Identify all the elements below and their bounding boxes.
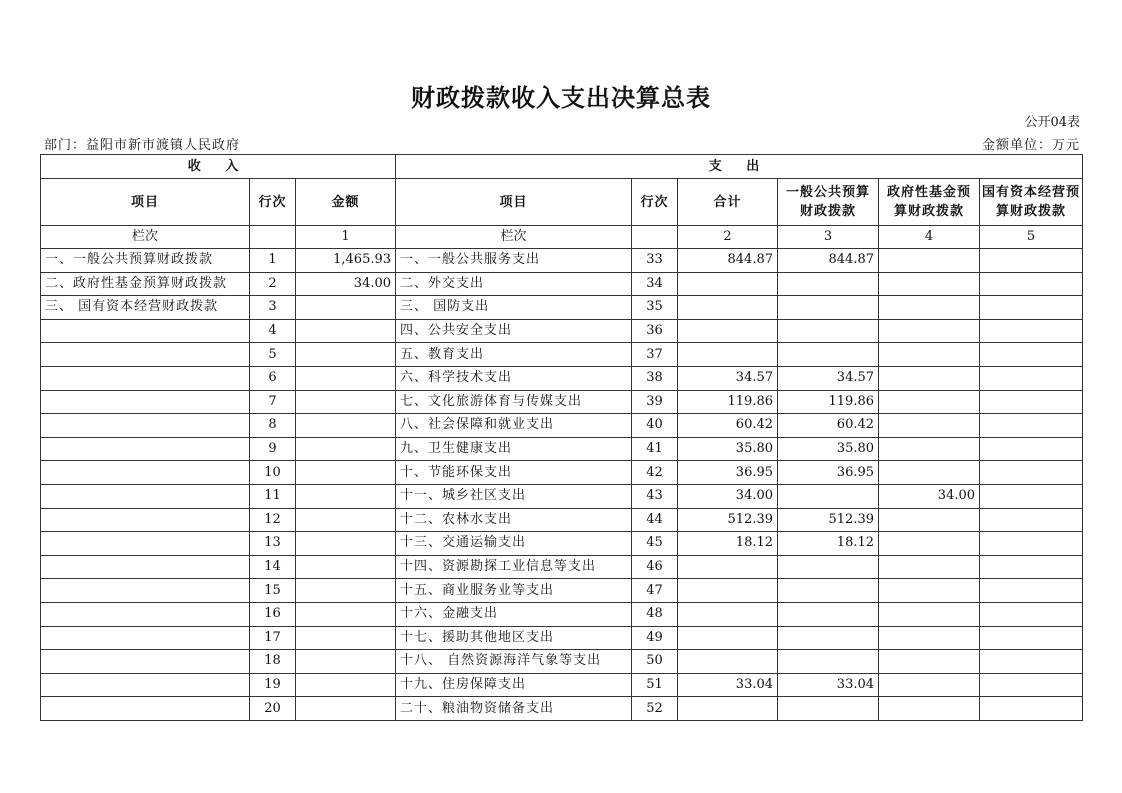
income-item-cell (41, 319, 250, 343)
state-capital-cell (980, 414, 1083, 438)
expense-item-header: 项目 (396, 179, 632, 226)
income-item-cell: 一、一般公共预算财政拨款 (41, 249, 250, 273)
total-cell: 36.95 (678, 461, 778, 485)
expense-item-cell: 五、教育支出 (396, 343, 632, 367)
expense-item-cell: 十三、交通运输支出 (396, 532, 632, 556)
income-amount-cell (296, 532, 396, 556)
general-budget-cell: 119.86 (778, 390, 879, 414)
income-amount-cell (296, 461, 396, 485)
income-amount-cell (296, 414, 396, 438)
column-index-2: 2 (678, 226, 778, 249)
column-index-label-left: 栏次 (41, 226, 250, 249)
income-line-cell: 13 (250, 532, 296, 556)
general-budget-cell (778, 555, 879, 579)
expense-item-cell: 十八、 自然资源海洋气象等支出 (396, 650, 632, 674)
total-cell (678, 602, 778, 626)
general-budget-header: 一般公共预算财政拨款 (778, 179, 879, 226)
state-capital-cell (980, 484, 1083, 508)
expense-section-header: 支 出 (396, 155, 1083, 179)
state-capital-cell (980, 508, 1083, 532)
gov-fund-header: 政府性基金预算财政拨款 (879, 179, 980, 226)
income-line-cell: 3 (250, 296, 296, 320)
table-row (41, 508, 1083, 532)
table-row (41, 414, 1083, 438)
total-cell: 34.00 (678, 484, 778, 508)
total-cell (678, 579, 778, 603)
table-row (41, 390, 1083, 414)
gov-fund-cell (879, 272, 980, 296)
income-item-cell (41, 390, 250, 414)
income-item-cell (41, 366, 250, 390)
expense-item-cell: 二十、粮油物资储备支出 (396, 697, 632, 721)
income-item-cell (41, 508, 250, 532)
expense-item-cell: 七、文化旅游体育与传媒支出 (396, 390, 632, 414)
expense-item-cell: 二、外交支出 (396, 272, 632, 296)
income-line-cell: 2 (250, 272, 296, 296)
table-row (41, 673, 1083, 697)
income-line-cell: 4 (250, 319, 296, 343)
total-cell: 35.80 (678, 437, 778, 461)
income-item-cell (41, 626, 250, 650)
expense-item-cell: 十二、农林水支出 (396, 508, 632, 532)
general-budget-cell: 18.12 (778, 532, 879, 556)
general-budget-cell (778, 697, 879, 721)
income-amount-cell (296, 697, 396, 721)
expense-item-cell: 六、科学技术支出 (396, 366, 632, 390)
state-capital-cell (980, 673, 1083, 697)
expense-line-cell: 46 (632, 555, 678, 579)
income-amount-cell (296, 484, 396, 508)
income-item-cell (41, 579, 250, 603)
general-budget-cell: 512.39 (778, 508, 879, 532)
total-header: 合计 (678, 179, 778, 226)
income-item-cell (41, 461, 250, 485)
income-line-cell: 20 (250, 697, 296, 721)
income-amount-cell: 34.00 (296, 272, 396, 296)
expense-line-cell: 36 (632, 319, 678, 343)
gov-fund-cell (879, 650, 980, 674)
general-budget-cell: 36.95 (778, 461, 879, 485)
expense-line-cell: 33 (632, 249, 678, 273)
general-budget-cell: 844.87 (778, 249, 879, 273)
amount-unit-label: 金额单位：万元 (981, 138, 1080, 153)
table-row (41, 650, 1083, 674)
column-index-blank (632, 226, 678, 249)
income-line-cell: 11 (250, 484, 296, 508)
gov-fund-cell (879, 508, 980, 532)
state-capital-cell (980, 296, 1083, 320)
income-amount-header: 金额 (296, 179, 396, 226)
table-row (41, 579, 1083, 603)
expense-item-cell: 十七、援助其他地区支出 (396, 626, 632, 650)
expense-item-cell: 十六、金融支出 (396, 602, 632, 626)
state-capital-cell (980, 319, 1083, 343)
table-row (41, 532, 1083, 556)
state-capital-cell (980, 343, 1083, 367)
expense-item-cell: 一、一般公共服务支出 (396, 249, 632, 273)
income-line-cell: 12 (250, 508, 296, 532)
income-item-cell (41, 532, 250, 556)
total-cell (678, 697, 778, 721)
gov-fund-cell (879, 532, 980, 556)
expense-line-cell: 37 (632, 343, 678, 367)
expense-line-cell: 34 (632, 272, 678, 296)
income-amount-cell (296, 437, 396, 461)
expense-item-cell: 十五、商业服务业等支出 (396, 579, 632, 603)
expense-line-cell: 41 (632, 437, 678, 461)
income-amount-cell (296, 673, 396, 697)
general-budget-cell (778, 579, 879, 603)
state-capital-cell (980, 272, 1083, 296)
state-capital-cell (980, 249, 1083, 273)
expense-item-cell: 十九、住房保障支出 (396, 673, 632, 697)
state-capital-cell (980, 461, 1083, 485)
income-line-cell: 17 (250, 626, 296, 650)
column-index-label-right: 栏次 (396, 226, 632, 249)
budget-summary-table (40, 154, 1083, 721)
total-cell: 119.86 (678, 390, 778, 414)
total-cell (678, 626, 778, 650)
total-cell (678, 272, 778, 296)
gov-fund-cell (879, 602, 980, 626)
column-index-blank (250, 226, 296, 249)
income-amount-cell (296, 296, 396, 320)
table-row (41, 437, 1083, 461)
gov-fund-cell (879, 437, 980, 461)
income-line-cell: 6 (250, 366, 296, 390)
expense-line-cell: 40 (632, 414, 678, 438)
expense-line-cell: 47 (632, 579, 678, 603)
total-cell (678, 555, 778, 579)
expense-item-cell: 九、卫生健康支出 (396, 437, 632, 461)
department-label: 部门：益阳市新市渡镇人民政府 (44, 138, 241, 153)
expense-item-cell: 三、 国防支出 (396, 296, 632, 320)
income-amount-cell (296, 508, 396, 532)
state-capital-cell (980, 650, 1083, 674)
income-line-cell: 10 (250, 461, 296, 485)
column-index-5: 5 (980, 226, 1083, 249)
income-line-cell: 9 (250, 437, 296, 461)
table-row (41, 272, 1083, 296)
expense-item-cell: 四、公共安全支出 (396, 319, 632, 343)
income-item-cell: 二、政府性基金预算财政拨款 (41, 272, 250, 296)
state-capital-cell (980, 602, 1083, 626)
expense-item-cell: 八、社会保障和就业支出 (396, 414, 632, 438)
income-line-cell: 1 (250, 249, 296, 273)
state-capital-cell (980, 697, 1083, 721)
table-row (41, 555, 1083, 579)
table-row (41, 343, 1083, 367)
expense-item-cell: 十、节能环保支出 (396, 461, 632, 485)
income-amount-cell (296, 555, 396, 579)
expense-item-cell: 十一、城乡社区支出 (396, 484, 632, 508)
income-line-cell: 8 (250, 414, 296, 438)
expense-line-cell: 39 (632, 390, 678, 414)
income-amount-cell (296, 319, 396, 343)
expense-line-cell: 49 (632, 626, 678, 650)
gov-fund-cell (879, 366, 980, 390)
income-item-cell (41, 437, 250, 461)
income-item-header: 项目 (41, 179, 250, 226)
income-amount-cell (296, 343, 396, 367)
income-item-cell (41, 650, 250, 674)
expense-line-header: 行次 (632, 179, 678, 226)
state-capital-cell (980, 366, 1083, 390)
gov-fund-cell: 34.00 (879, 484, 980, 508)
income-line-cell: 15 (250, 579, 296, 603)
income-amount-cell (296, 650, 396, 674)
column-index-1: 1 (296, 226, 396, 249)
table-row (41, 296, 1083, 320)
gov-fund-cell (879, 296, 980, 320)
income-amount-cell (296, 390, 396, 414)
income-amount-cell (296, 626, 396, 650)
general-budget-cell: 35.80 (778, 437, 879, 461)
page-title: 财政拨款收入支出决算总表 (411, 83, 711, 112)
gov-fund-cell (879, 390, 980, 414)
income-item-cell (41, 343, 250, 367)
total-cell: 844.87 (678, 249, 778, 273)
table-row (41, 461, 1083, 485)
total-cell: 33.04 (678, 673, 778, 697)
column-index-3: 3 (778, 226, 879, 249)
expense-item-cell: 十四、资源勘探工业信息等支出 (396, 555, 632, 579)
gov-fund-cell (879, 414, 980, 438)
state-capital-cell (980, 532, 1083, 556)
section-header-row (41, 155, 1083, 179)
column-index-row (41, 226, 1083, 249)
table-row (41, 626, 1083, 650)
expense-line-cell: 45 (632, 532, 678, 556)
income-item-cell (41, 484, 250, 508)
general-budget-cell (778, 484, 879, 508)
gov-fund-cell (879, 343, 980, 367)
income-item-cell: 三、 国有资本经营财政拨款 (41, 296, 250, 320)
income-line-cell: 19 (250, 673, 296, 697)
income-line-cell: 5 (250, 343, 296, 367)
income-amount-cell: 1,465.93 (296, 249, 396, 273)
expense-line-cell: 35 (632, 296, 678, 320)
column-header-row (41, 179, 1083, 226)
income-item-cell (41, 673, 250, 697)
gov-fund-cell (879, 673, 980, 697)
gov-fund-cell (879, 555, 980, 579)
income-item-cell (41, 697, 250, 721)
table-row (41, 319, 1083, 343)
expense-line-cell: 51 (632, 673, 678, 697)
table-row (41, 366, 1083, 390)
total-cell (678, 343, 778, 367)
income-line-cell: 7 (250, 390, 296, 414)
table-row (41, 484, 1083, 508)
state-capital-cell (980, 555, 1083, 579)
gov-fund-cell (879, 697, 980, 721)
total-cell: 18.12 (678, 532, 778, 556)
expense-line-cell: 43 (632, 484, 678, 508)
general-budget-cell: 60.42 (778, 414, 879, 438)
income-item-cell (41, 555, 250, 579)
general-budget-cell (778, 602, 879, 626)
total-cell: 512.39 (678, 508, 778, 532)
gov-fund-cell (879, 461, 980, 485)
income-amount-cell (296, 602, 396, 626)
income-section-header: 收 入 (41, 155, 396, 179)
state-capital-cell (980, 626, 1083, 650)
income-amount-cell (296, 579, 396, 603)
general-budget-cell (778, 343, 879, 367)
column-index-4: 4 (879, 226, 980, 249)
expense-line-cell: 38 (632, 366, 678, 390)
table-row (41, 602, 1083, 626)
state-capital-header: 国有资本经营预算财政拨款 (980, 179, 1083, 226)
total-cell (678, 319, 778, 343)
general-budget-cell: 33.04 (778, 673, 879, 697)
income-line-cell: 16 (250, 602, 296, 626)
state-capital-cell (980, 579, 1083, 603)
table-row (41, 249, 1083, 273)
total-cell (678, 650, 778, 674)
general-budget-cell (778, 650, 879, 674)
income-line-cell: 14 (250, 555, 296, 579)
gov-fund-cell (879, 249, 980, 273)
general-budget-cell: 34.57 (778, 366, 879, 390)
income-line-header: 行次 (250, 179, 296, 226)
income-item-cell (41, 414, 250, 438)
gov-fund-cell (879, 626, 980, 650)
general-budget-cell (778, 272, 879, 296)
total-cell: 60.42 (678, 414, 778, 438)
gov-fund-cell (879, 579, 980, 603)
state-capital-cell (980, 390, 1083, 414)
income-item-cell (41, 602, 250, 626)
table-row (41, 697, 1083, 721)
total-cell: 34.57 (678, 366, 778, 390)
income-amount-cell (296, 366, 396, 390)
general-budget-cell (778, 296, 879, 320)
expense-line-cell: 48 (632, 602, 678, 626)
general-budget-cell (778, 319, 879, 343)
total-cell (678, 296, 778, 320)
expense-line-cell: 50 (632, 650, 678, 674)
expense-line-cell: 52 (632, 697, 678, 721)
form-number: 公开04表 (1024, 115, 1080, 130)
gov-fund-cell (879, 319, 980, 343)
expense-line-cell: 42 (632, 461, 678, 485)
income-line-cell: 18 (250, 650, 296, 674)
expense-line-cell: 44 (632, 508, 678, 532)
general-budget-cell (778, 626, 879, 650)
state-capital-cell (980, 437, 1083, 461)
